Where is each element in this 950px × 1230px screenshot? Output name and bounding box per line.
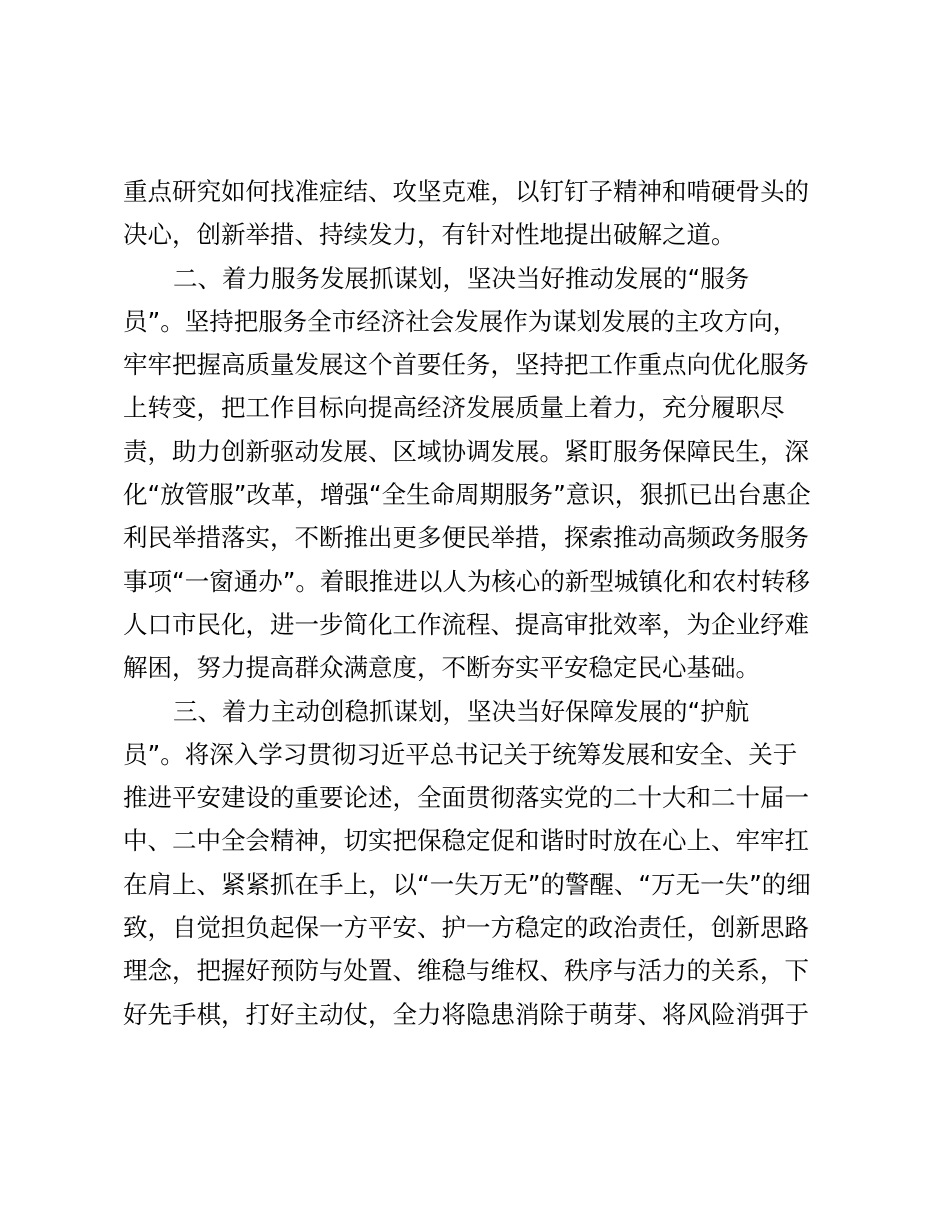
text-line: 致，自觉担负起保一方平安、护一方稳定的政治责任，创新思路 bbox=[123, 913, 809, 943]
text-line: 牢牢把握高质量发展这个首要任务，坚持把工作重点向优化服务 bbox=[123, 350, 809, 380]
text-line: 人口市民化，进一步简化工作流程、提高审批效率，为企业纾难 bbox=[123, 609, 809, 639]
text-line: 化“放管服”改革，增强“全生命周期服务”意识，狠抓已出台惠企 bbox=[123, 480, 811, 510]
text-line: 解困，努力提高群众满意度，不断夯实平安稳定民心基础。 bbox=[123, 653, 760, 683]
section-heading-line: 三、着力主动创稳抓谋划，坚决当好保障发展的“护航 bbox=[173, 696, 750, 726]
text-line: 好先手棋，打好主动仗，全力将隐患消除于萌芽、将风险消弭于 bbox=[123, 999, 809, 1029]
text-line: 理念，把握好预防与处置、维稳与维权、秩序与活力的关系，下 bbox=[123, 956, 809, 986]
text-line: 中、二中全会精神，切实把保稳定促和谐时时放在心上、牢牢扛 bbox=[123, 826, 809, 856]
text-line: 事项“一窗通办”。着眼推进以人为核心的新型城镇化和农村转移 bbox=[123, 566, 810, 596]
text-line: 员”。将深入学习贯彻习近平总书记关于统筹发展和安全、关于 bbox=[123, 739, 798, 769]
text-line: 利民举措落实，不断推出更多便民举措，探索推动高频政务服务 bbox=[123, 523, 809, 553]
text-line: 上转变，把工作目标向提高经济发展质量上着力，充分履职尽 bbox=[123, 393, 785, 423]
text-line: 推进平安建设的重要论述，全面贯彻落实党的二十大和二十届一 bbox=[123, 783, 809, 813]
text-line: 责，助力创新驱动发展、区域协调发展。紧盯服务保障民生，深 bbox=[123, 436, 809, 466]
section-heading-line: 二、着力服务发展抓谋划，坚决当好推动发展的“服务 bbox=[173, 263, 750, 293]
text-line: 在肩上、紧紧抓在手上，以“一失万无”的警醒、“万无一失”的细 bbox=[123, 869, 811, 899]
text-line: 员”。坚持把服务全市经济社会发展作为谋划发展的主攻方向， bbox=[123, 306, 798, 336]
body-text bbox=[123, 170, 833, 1036]
text-line: 决心，创新举措、持续发力，有针对性地提出破解之道。 bbox=[123, 220, 736, 250]
text-line: 重点研究如何找准症结、攻坚克难，以钉钉子精神和啃硬骨头的 bbox=[123, 177, 809, 206]
